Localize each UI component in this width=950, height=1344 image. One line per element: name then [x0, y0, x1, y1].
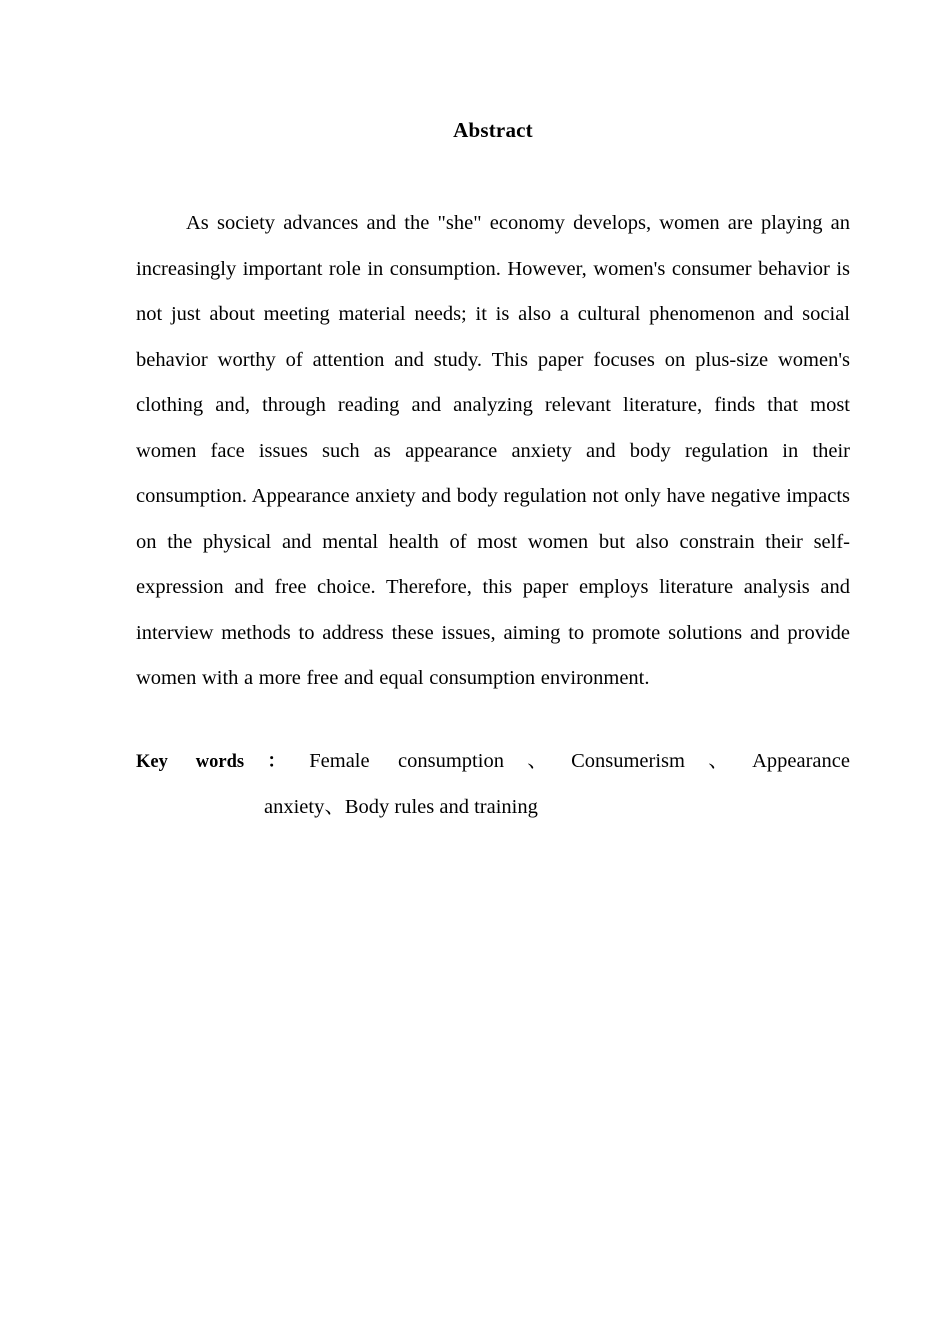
abstract-paragraph: As society advances and the "she" economy develops, women are playing an increasingly important role in consumption. However, women's consumer behavior is not just about meeting material needs; it is also a cultural phenomenon and social behavior worthy of attention and study. This paper focuses on plus-size women's clothing and, through reading and analyzing relevant literature, finds that most women face issues such as appearance anxiety and body regulation in their consumption. Appearance anxiety and body regulation not only have negative impacts on the physical and mental health of most women but also constrain their self-expression and free choice. Therefore, this paper employs literature analysis and interview methods to address these issues, aiming to promote solutions and provide women with a more free and equal consumption environment.: [136, 212, 850, 689]
page-title: Abstract: [453, 118, 533, 142]
keywords-colon: ：: [244, 751, 310, 772]
keywords-second-line: [136, 785, 850, 831]
keywords-section: [136, 739, 850, 831]
keywords-first-line: [136, 739, 850, 786]
keywords-values-line-1: Female consumption、Consumerism、Appearance: [309, 749, 850, 772]
page-content: [136, 0, 850, 831]
keywords-label: Key words: [136, 751, 245, 772]
keywords-values-line-2: anxiety、Body rules and training: [264, 796, 538, 818]
